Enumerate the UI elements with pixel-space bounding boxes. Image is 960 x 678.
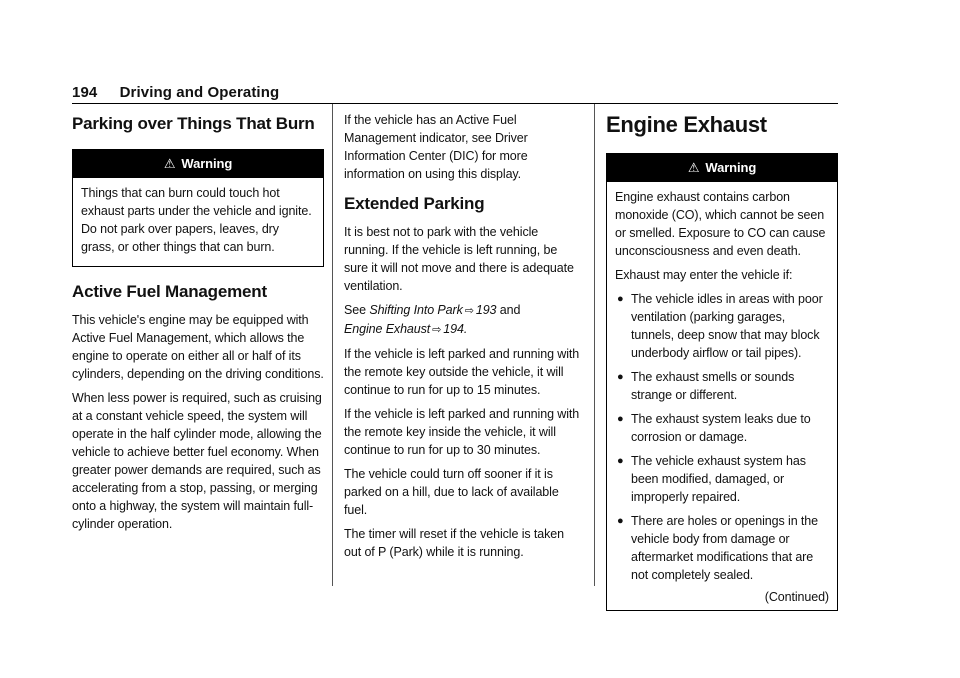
list-item-text: The exhaust system leaks due to corrosion or damage.	[631, 412, 811, 444]
warning-body	[607, 182, 837, 610]
paragraph: If the vehicle is left parked and running with the remote key inside the vehicle, it will continue to run for up to 30 minutes.	[344, 407, 580, 457]
warning-text: Exhaust may enter the vehicle if:	[615, 268, 793, 282]
list-item-text: The vehicle exhaust system has been modified, damaged, or improperly repaired.	[631, 454, 806, 504]
list-item	[615, 512, 829, 584]
warning-header	[607, 154, 837, 182]
list-item-text: The exhaust smells or sounds strange or different.	[631, 370, 795, 402]
warning-header	[73, 150, 323, 178]
bullet-icon: ●	[617, 455, 624, 467]
and-label: and	[499, 303, 521, 317]
paragraph: When less power is required, such as cruising at a constant vehicle speed, the system will operate in the half cylinder mode, allowing the vehicle to achieve better fuel economy. When greater power demands are required, such as accelerating from a stop, passing, or merging onto a highway, the system will maintain full-cylinder operation.	[72, 391, 322, 531]
warning-bullet-list	[615, 290, 829, 584]
paragraph: It is best not to park with the vehicle running. If the vehicle is left running, be sure it will not move and there is adequate ventilation.	[344, 225, 574, 293]
warning-label: Warning	[181, 156, 233, 171]
list-item	[615, 290, 829, 362]
list-item-text: There are holes or openings in the vehicle body from damage or aftermarket modifications that are not completely sealed.	[631, 514, 818, 582]
paragraph: If the vehicle is left parked and running with the remote key outside the vehicle, it will continue to run for up to 15 minutes.	[344, 347, 580, 397]
paragraph: The vehicle could turn off sooner if it is parked on a hill, due to lack of available fuel.	[344, 467, 559, 517]
page-header	[72, 84, 279, 101]
link-engine-exhaust[interactable]: Engine Exhaust	[344, 322, 431, 336]
column-1	[72, 104, 324, 539]
link-shifting-into-park[interactable]: Shifting Into Park	[369, 303, 463, 317]
warning-label: Warning	[705, 160, 757, 175]
see-label: See	[344, 303, 366, 317]
page-ref[interactable]: 193	[475, 303, 497, 317]
cross-reference	[344, 301, 580, 339]
warning-text: Things that can burn could touch hot exhaust parts under the vehicle and ignite. Do not park over papers, leaves, dry grass, or other things that can burn.	[81, 186, 312, 254]
warning-box-exhaust	[606, 153, 838, 611]
continued-label: (Continued)	[764, 590, 829, 604]
list-item	[615, 368, 829, 404]
warning-text: Engine exhaust contains carbon monoxide (CO), which cannot be seen or smelled. Exposure to CO can cause unconsciousness and even death.	[615, 190, 826, 258]
section-title: Driving and Operating	[119, 84, 280, 101]
list-item	[615, 452, 829, 506]
column-3	[606, 104, 838, 611]
column-divider	[332, 104, 333, 586]
warning-box-burn	[72, 149, 324, 267]
warning-body	[73, 178, 323, 266]
page-number: 194	[72, 84, 98, 101]
bullet-icon: ●	[617, 293, 624, 305]
heading-engine-exhaust: Engine Exhaust	[606, 112, 767, 137]
page-ref[interactable]: 194.	[443, 322, 468, 336]
bullet-icon: ●	[617, 413, 624, 425]
page-ref-arrow-icon: ⇨	[464, 305, 474, 317]
column-divider	[594, 104, 595, 586]
warning-triangle-icon: ⚠	[687, 160, 700, 175]
list-item-text: The vehicle idles in areas with poor ventilation (parking garages, tunnels, deep snow that may block underbody airflow or tail pipes).	[631, 292, 823, 360]
page-ref-arrow-icon: ⇨	[432, 324, 442, 336]
warning-triangle-icon: ⚠	[163, 156, 176, 171]
paragraph: If the vehicle has an Active Fuel Management indicator, see Driver Information Center (DIC) for more information on using this display.	[344, 113, 528, 181]
paragraph: The timer will reset if the vehicle is taken out of P (Park) while it is running.	[344, 527, 564, 559]
bullet-icon: ●	[617, 371, 624, 383]
bullet-icon: ●	[617, 515, 624, 527]
heading-active-fuel-management: Active Fuel Management	[72, 282, 267, 301]
heading-extended-parking: Extended Parking	[344, 194, 485, 213]
paragraph: This vehicle's engine may be equipped with Active Fuel Management, which allows the engine to operate on either all or half of its cylinders, depending on the driving conditions.	[72, 313, 324, 381]
list-item	[615, 410, 829, 446]
heading-parking-burn: Parking over Things That Burn	[72, 114, 315, 133]
column-2	[344, 104, 580, 567]
